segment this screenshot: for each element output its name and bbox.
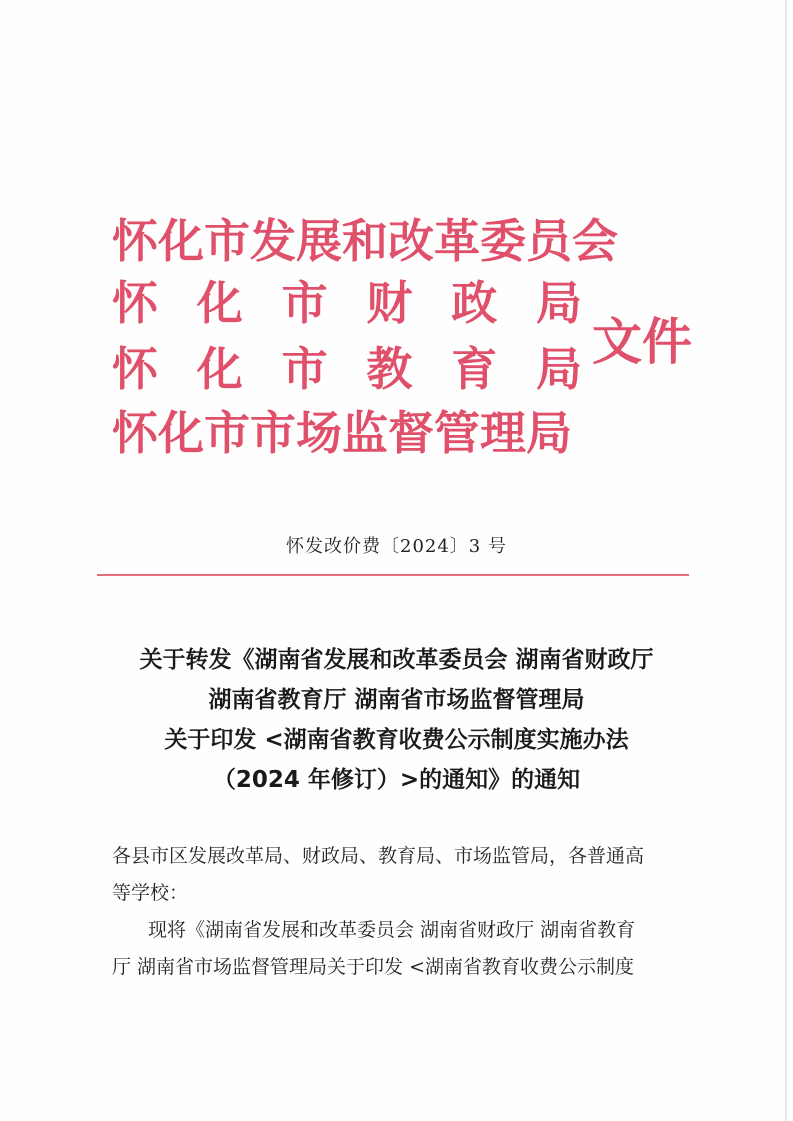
org-char: 怀 (112, 342, 158, 396)
addressee-line: 各县市区发展改革局、财政局、教育局、市场监管局，各普通高 (112, 845, 645, 867)
org-char: 局 (535, 342, 582, 396)
red-header (112, 212, 692, 477)
org-name-market: 怀化市市场监督管理局 (112, 406, 572, 460)
org-char: 财 (366, 276, 413, 330)
org-char: 化 (196, 276, 243, 330)
org-char: 怀 (112, 276, 158, 330)
addressee-line: 等学校： (112, 882, 189, 904)
title-line: （2024 年修订）>的通知》的通知 (212, 767, 581, 793)
org-name-education (112, 340, 582, 398)
paragraph-line: 现将《湖南省发展和改革委员会 湖南省财政厅 湖南省教育 (148, 919, 636, 941)
org-char: 政 (451, 276, 498, 330)
title-line: 关于印发 <湖南省教育收费公示制度实施办法 (164, 727, 629, 753)
document-number: 怀发改价费〔2024〕3 号 (286, 536, 507, 557)
title-line: 关于转发《湖南省发展和改革委员会 湖南省财政厅 (139, 647, 654, 673)
org-char: 育 (451, 342, 498, 396)
org-char: 局 (535, 276, 582, 330)
org-name-finance (112, 274, 582, 332)
document-title (80, 640, 713, 800)
paragraph-line: 厅 湖南省市场监督管理局关于印发 <湖南省教育收费公示制度 (112, 956, 635, 978)
red-divider (97, 574, 689, 576)
org-char: 教 (366, 342, 413, 396)
document-body (112, 838, 692, 986)
org-name-ndrc: 怀化市发展和改革委员会 (112, 214, 618, 268)
org-char: 市 (281, 342, 328, 396)
org-char: 市 (281, 276, 328, 330)
org-char: 化 (196, 342, 243, 396)
page-edge-shadow (785, 0, 787, 1121)
document-suffix: 文件 (592, 313, 692, 371)
title-line: 湖南省教育厅 湖南省市场监督管理局 (208, 687, 585, 713)
